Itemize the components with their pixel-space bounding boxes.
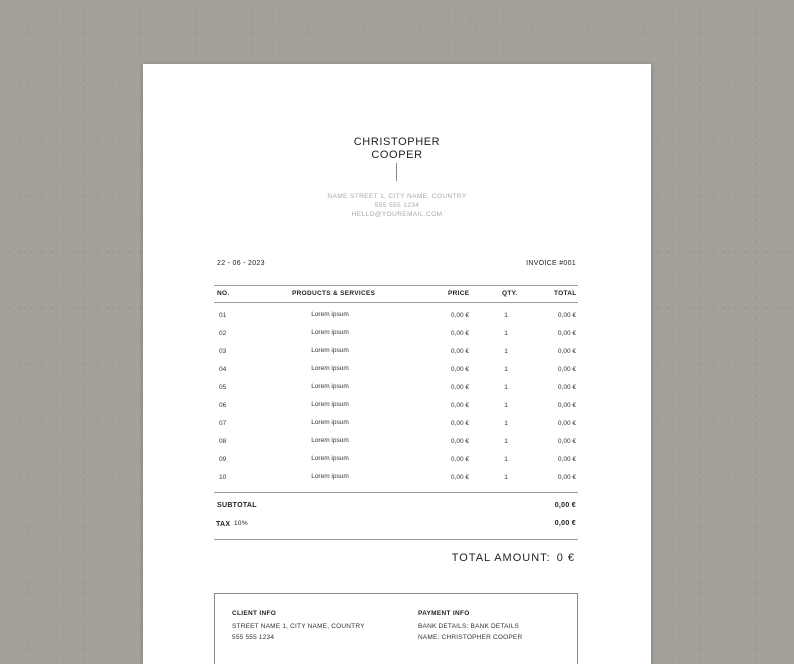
table-header-rule (214, 302, 578, 303)
row-number: 07 (219, 420, 227, 427)
name-last: COOPER (371, 149, 423, 161)
row-total: 0,00 € (557, 384, 576, 391)
invoice-date: 22 - 06 - 2023 (217, 260, 265, 267)
row-number: 06 (219, 402, 227, 409)
row-total: 0,00 € (557, 474, 576, 481)
row-description: Lorem ipsum (311, 437, 349, 444)
table-row (143, 326, 651, 344)
tax-value: 0,00 € (554, 520, 576, 527)
invoice-number: INVOICE #001 (526, 260, 576, 267)
row-description: Lorem ipsum (311, 455, 349, 462)
row-price: 0,00 € (450, 348, 469, 355)
row-price: 0,00 € (450, 366, 469, 373)
row-description: Lorem ipsum (311, 473, 349, 480)
table-row (143, 416, 651, 434)
payment-bank: BANK DETAILS: BANK DETAILS (418, 623, 520, 630)
row-total: 0,00 € (557, 456, 576, 463)
row-total: 0,00 € (557, 420, 576, 427)
summary-rule (214, 539, 578, 540)
row-description: Lorem ipsum (311, 329, 349, 336)
row-qty: 1 (504, 312, 508, 319)
row-qty: 1 (504, 474, 508, 481)
col-header-products: PRODUCTS & SERVICES (292, 290, 376, 297)
table-row (143, 344, 651, 362)
row-total: 0,00 € (557, 312, 576, 319)
row-qty: 1 (504, 348, 508, 355)
subtotal-value: 0,00 € (554, 502, 576, 509)
contact-phone: 555 555 1234 (374, 202, 420, 209)
subtotal-label: SUBTOTAL (217, 502, 257, 509)
row-price: 0,00 € (450, 456, 469, 463)
total-amount (452, 552, 575, 564)
client-phone: 555 555 1234 (232, 634, 275, 641)
table-row (143, 308, 651, 326)
col-header-qty: QTY. (502, 290, 518, 297)
tax-rate: 10% (234, 520, 248, 527)
contact-email: HELLO@YOUREMAIL.COM (351, 211, 443, 218)
row-number: 01 (219, 312, 227, 319)
row-total: 0,00 € (557, 348, 576, 355)
total-amount-label: TOTAL AMOUNT: (451, 552, 551, 564)
row-description: Lorem ipsum (311, 311, 349, 318)
client-address: STREET NAME 1, CITY NAME, COUNTRY (232, 623, 365, 630)
table-row (143, 434, 651, 452)
col-header-total: TOTAL (554, 290, 577, 297)
row-total: 0,00 € (557, 438, 576, 445)
row-qty: 1 (504, 384, 508, 391)
row-description: Lorem ipsum (311, 383, 349, 390)
row-total: 0,00 € (557, 366, 576, 373)
table-bottom-rule (214, 492, 578, 493)
row-number: 10 (219, 474, 227, 481)
row-price: 0,00 € (450, 384, 469, 391)
row-qty: 1 (504, 330, 508, 337)
row-price: 0,00 € (450, 330, 469, 337)
row-price: 0,00 € (450, 438, 469, 445)
invoice-page (143, 64, 651, 664)
row-number: 04 (219, 366, 227, 373)
col-header-no: NO. (217, 290, 230, 297)
client-info-heading: CLIENT INFO (232, 610, 277, 617)
table-row (143, 452, 651, 470)
row-number: 02 (219, 330, 227, 337)
row-price: 0,00 € (450, 402, 469, 409)
row-qty: 1 (504, 438, 508, 445)
row-number: 09 (219, 456, 227, 463)
row-qty: 1 (504, 456, 508, 463)
payment-info-heading: PAYMENT INFO (418, 610, 470, 617)
payment-name: NAME: CHRISTOPHER COOPER (418, 634, 523, 641)
name-divider (396, 163, 397, 181)
col-header-price: PRICE (448, 290, 470, 297)
row-qty: 1 (504, 420, 508, 427)
total-amount-value: 0 € (556, 552, 575, 564)
table-row (143, 398, 651, 416)
tax-label: TAX (216, 521, 231, 528)
row-description: Lorem ipsum (311, 401, 349, 408)
row-description: Lorem ipsum (311, 365, 349, 372)
row-number: 08 (219, 438, 227, 445)
row-qty: 1 (504, 366, 508, 373)
row-price: 0,00 € (450, 420, 469, 427)
table-top-rule (214, 285, 578, 286)
row-total: 0,00 € (557, 402, 576, 409)
table-row (143, 380, 651, 398)
info-box (214, 593, 578, 664)
table-row (143, 362, 651, 380)
row-description: Lorem ipsum (311, 419, 349, 426)
row-price: 0,00 € (450, 474, 469, 481)
row-total: 0,00 € (557, 330, 576, 337)
row-number: 05 (219, 384, 227, 391)
contact-address: NAME STREET 1, CITY NAME, COUNTRY (327, 193, 467, 200)
row-price: 0,00 € (450, 312, 469, 319)
row-number: 03 (219, 348, 227, 355)
table-row (143, 470, 651, 488)
name-first: CHRISTOPHER (353, 136, 441, 148)
row-description: Lorem ipsum (311, 347, 349, 354)
row-qty: 1 (504, 402, 508, 409)
